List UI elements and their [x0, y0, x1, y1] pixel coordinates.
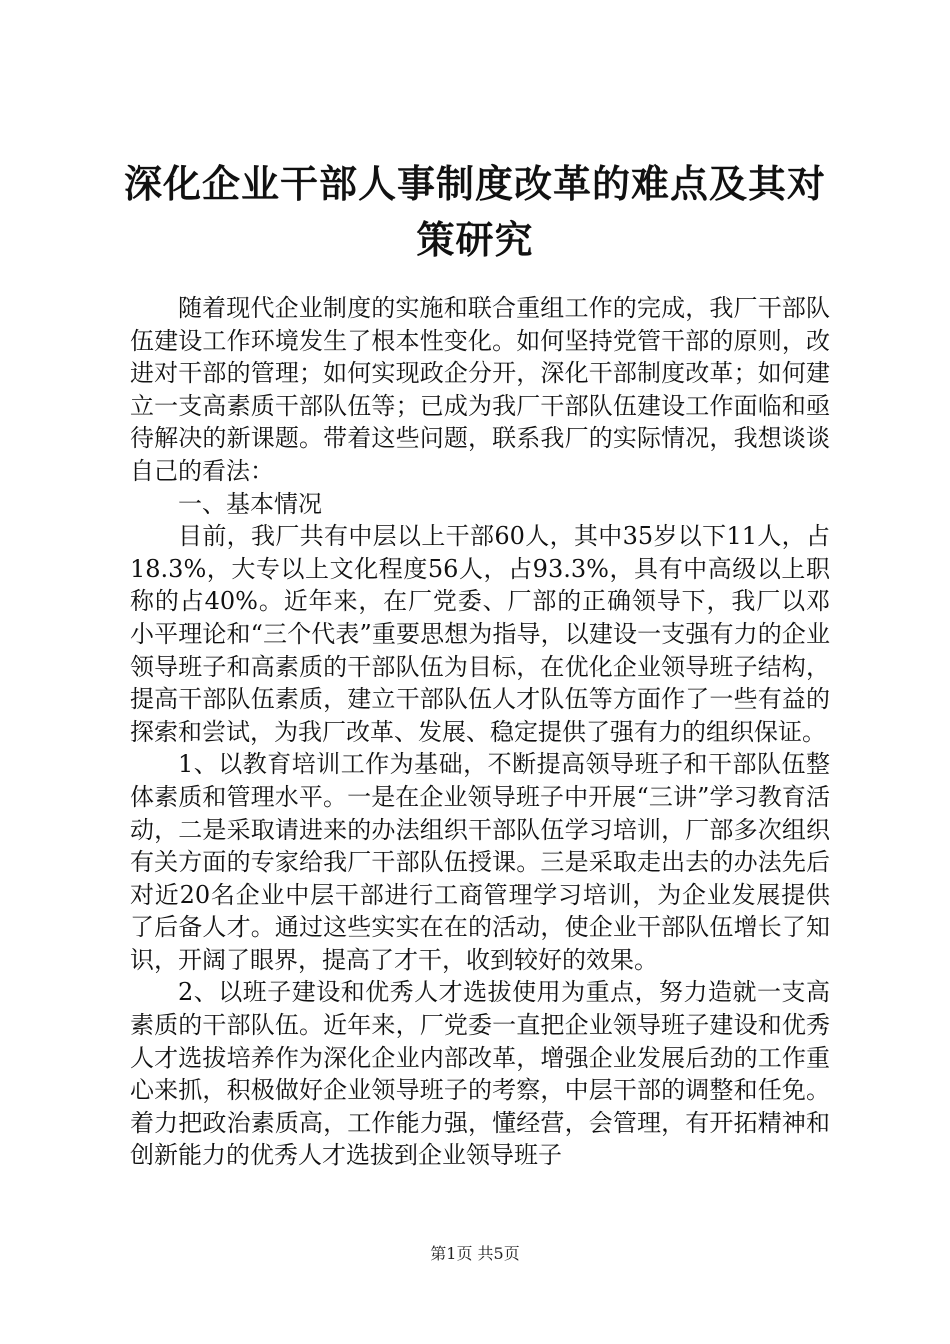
section-heading-basic-situation: 一、基本情况: [178, 489, 322, 518]
page-footer: 第1页 共5页: [430, 1244, 520, 1263]
document-body: [130, 292, 830, 1172]
paragraph-point-1: 1、以教育培训工作为基础，不断提高领导班子和干部队伍整体素质和管理水平。一是在企业领导班子中开展“三讲”学习教育活动，二是采取请进来的办法组织干部队伍学习培训，厂部多次组织有关方面的专家给我厂干部队伍授课。三是采取走出去的办法先后对近20名企业中层干部进行工商管理学习培训，为企业发展提供了后备人才。通过这些实实在在的活动，使企业干部队伍增长了知识，开阔了眼界，提高了才干，收到较好的效果。: [130, 750, 830, 974]
paragraph-intro: 随着现代企业制度的实施和联合重组工作的完成，我厂干部队伍建设工作环境发生了根本性变化。如何坚持党管干部的原则，改进对干部的管理；如何实现政企分开，深化干部制度改革；如何建立一支高素质干部队伍等；已成为我厂干部队伍建设工作面临和亟待解决的新课题。带着这些问题，联系我厂的实际情况，我想谈谈自己的看法：: [130, 294, 830, 485]
paragraph-point-2: 2、以班子建设和优秀人才选拔使用为重点，努力造就一支高素质的干部队伍。近年来，厂党委一直把企业领导班子建设和优秀人才选拔培养作为深化企业内部改革，增强企业发展后劲的工作重心来抓，积极做好企业领导班子的考察，中层干部的调整和任免。着力把政治素质高，工作能力强，懂经营，会管理，有开拓精神和创新能力的优秀人才选拔到企业领导班子: [130, 978, 830, 1170]
paragraph-statistics: 目前，我厂共有中层以上干部60人，其中35岁以下11人，占18.3%，大专以上文化程度56人，占93.3%，具有中高级以上职称的占40%。近年来，在厂党委、厂部的正确领导下，我厂以邓小平理论和“三个代表”重要思想为指导，以建设一支强有力的企业领导班子和高素质的干部队伍为目标，在优化企业领导班子结构，提高干部队伍素质，建立干部队伍人才队伍等方面作了一些有益的探索和尝试，为我厂改革、发展、稳定提供了强有力的组织保证。: [130, 522, 830, 746]
document-title: 深化企业干部人事制度改革的难点及其对策研究: [123, 161, 826, 262]
